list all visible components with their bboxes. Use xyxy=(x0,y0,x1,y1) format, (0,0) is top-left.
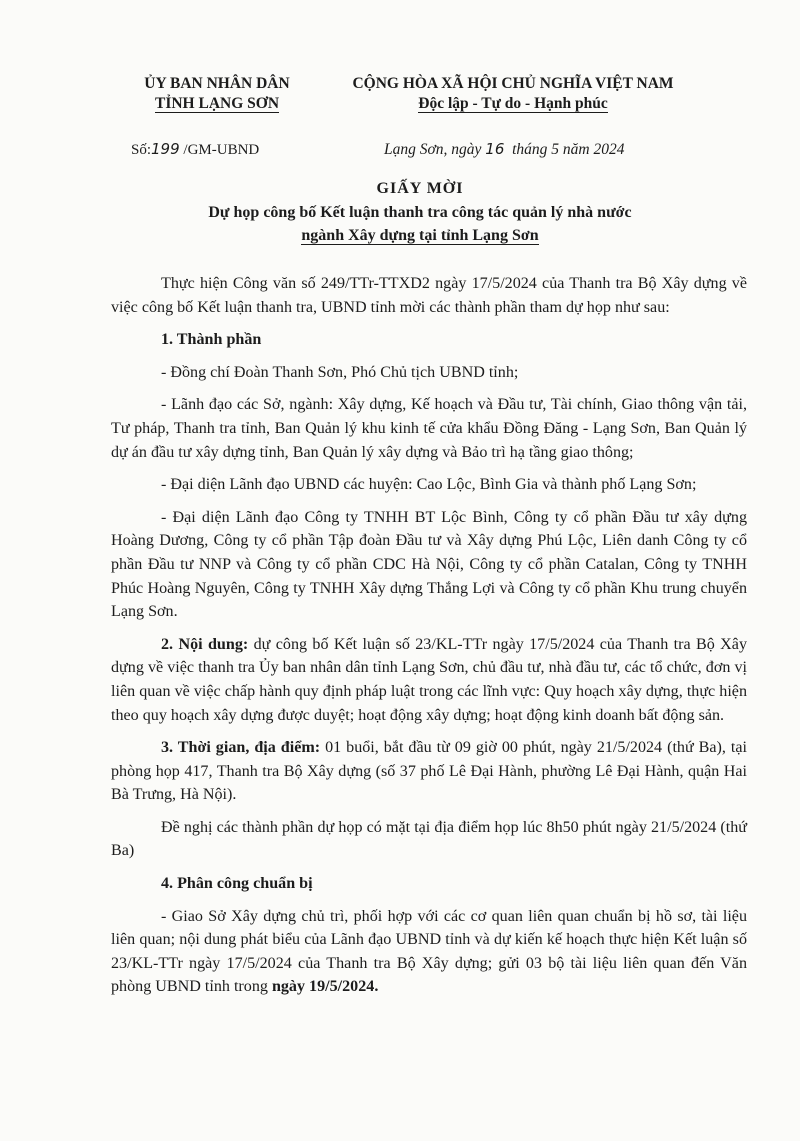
date-suffix: tháng 5 năm 2024 xyxy=(512,141,625,158)
intro-paragraph: Thực hiện Công văn số 249/TTr-TTXD2 ngày 17/5/2024 của Thanh tra Bộ Xây dựng về việc công bố Kết luận thanh tra, UBND tỉnh mời các thành phần tham dự họp như sau: xyxy=(111,275,747,316)
section4-deadline: ngày 19/5/2024. xyxy=(271,978,379,996)
section2-paragraph xyxy=(111,633,747,727)
section4-text: - Giao Sở Xây dựng chủ trì, phối hợp với các cơ quan liên quan chuẩn bị hồ sơ, tài liệu liên quan; nội dung phát biểu của Lãnh đạo UBND tỉnh và dự kiến kế hoạch thực hiện Kết luận số 23/KL-TTr ngày 17/5/2024 của Thanh tra Bộ Xây dựng; gửi 03 bộ tài liệu liên quan đến Văn phòng UBND tỉnh trong xyxy=(111,907,747,996)
issuing-authority xyxy=(112,74,322,114)
document-number xyxy=(131,140,259,159)
date-prefix: Lạng Sơn, ngày xyxy=(384,141,482,158)
participant-item: - Đồng chí Đoàn Thanh Sơn, Phó Chủ tịch UBND tỉnh; xyxy=(161,363,519,381)
section3-text: 01 buổi, bắt đầu từ 09 giờ 00 phút, ngày 21/5/2024 (thứ Ba), tại phòng họp 417, Thanh tra Bộ Xây dựng (số 37 phố Lê Đại Hành, phường Lê Đại Hành, quận Hai Bà Trưng, Hà Nội). xyxy=(111,739,747,804)
section2-heading: 2. Nội dung: xyxy=(161,635,249,653)
nation-title: CỘNG HÒA XÃ HỘI CHỦ NGHĨA VIỆT NAM xyxy=(352,75,674,92)
document-body xyxy=(111,272,747,999)
nation-motto: Độc lập - Tự do - Hạnh phúc xyxy=(418,95,608,112)
section3-note: Đề nghị các thành phần dự họp có mặt tại địa điểm họp lúc 8h50 phút ngày 21/5/2024 (thứ Ba) xyxy=(111,818,747,860)
org-name-line2: TỈNH LẠNG SƠN xyxy=(154,95,280,112)
section4-heading: 4. Phân công chuẩn bị xyxy=(161,875,313,893)
section4-paragraph xyxy=(111,905,747,999)
participant-item: - Đại diện Lãnh đạo Công ty TNHH BT Lộc Bình, Công ty cổ phần Đầu tư xây dựng Hoàng Dương, Công ty cổ phần Tập đoàn Đầu tư và Xây dựng Phú Lộc, Liên danh Công ty cổ phần Đầu tư NNP và Công ty cổ phần CDC Hà Nội, Công ty cổ phần Catalan, Công ty TNHH Phúc Hoàng Nguyên, Công ty TNHH Xây dựng Thắng Lợi và Công ty cổ phần Khu trung chuyển Lạng Sơn. xyxy=(111,508,747,621)
number-suffix: /GM-UBND xyxy=(183,142,260,158)
document-subtitle-line1: Dự họp công bố Kết luận thanh tra công tác quản lý nhà nước xyxy=(208,204,632,221)
participant-item: - Lãnh đạo các Sở, ngành: Xây dựng, Kế hoạch và Đầu tư, Tài chính, Giao thông vận tải, Tư pháp, Thanh tra tỉnh, Ban Quản lý khu kinh tế cửa khẩu Đồng Đăng - Lạng Sơn, Ban Quản lý dự án đầu tư xây dựng tỉnh, Ban Quản lý xây dựng và Bảo trì hạ tầng giao thông; xyxy=(111,396,747,461)
number-prefix: Số: xyxy=(131,142,152,158)
section2-text: dự công bố Kết luận số 23/KL-TTr ngày 17/5/2024 của Thanh tra Bộ Xây dựng về việc thanh tra Ủy ban nhân dân tỉnh Lạng Sơn, chủ đầu tư, nhà đầu tư, các tổ chức, đơn vị liên quan về việc chấp hành quy định pháp luật trong các lĩnh vực: Quy hoạch xây dựng, thực hiện theo quy hoạch xây dựng được duyệt; hoạt động xây dựng; hoạt động kinh doanh bất động sản. xyxy=(111,635,747,724)
national-header xyxy=(318,74,708,114)
handwritten-number: 199 xyxy=(151,140,180,158)
participant-item: - Đại diện Lãnh đạo UBND các huyện: Cao Lộc, Bình Gia và thành phố Lạng Sơn; xyxy=(161,476,697,494)
section3-paragraph xyxy=(111,736,747,807)
org-name-line1: ỦY BAN NHÂN DÂN xyxy=(144,75,290,92)
section1-heading: 1. Thành phần xyxy=(161,331,262,349)
handwritten-day: 16 xyxy=(485,140,505,158)
section3-heading: 3. Thời gian, địa điểm: xyxy=(161,739,321,757)
document-title: GIẤY MỜI xyxy=(376,180,464,197)
issue-date xyxy=(384,140,625,159)
document-subtitle-line2: ngành Xây dựng tại tỉnh Lạng Sơn xyxy=(301,227,539,244)
